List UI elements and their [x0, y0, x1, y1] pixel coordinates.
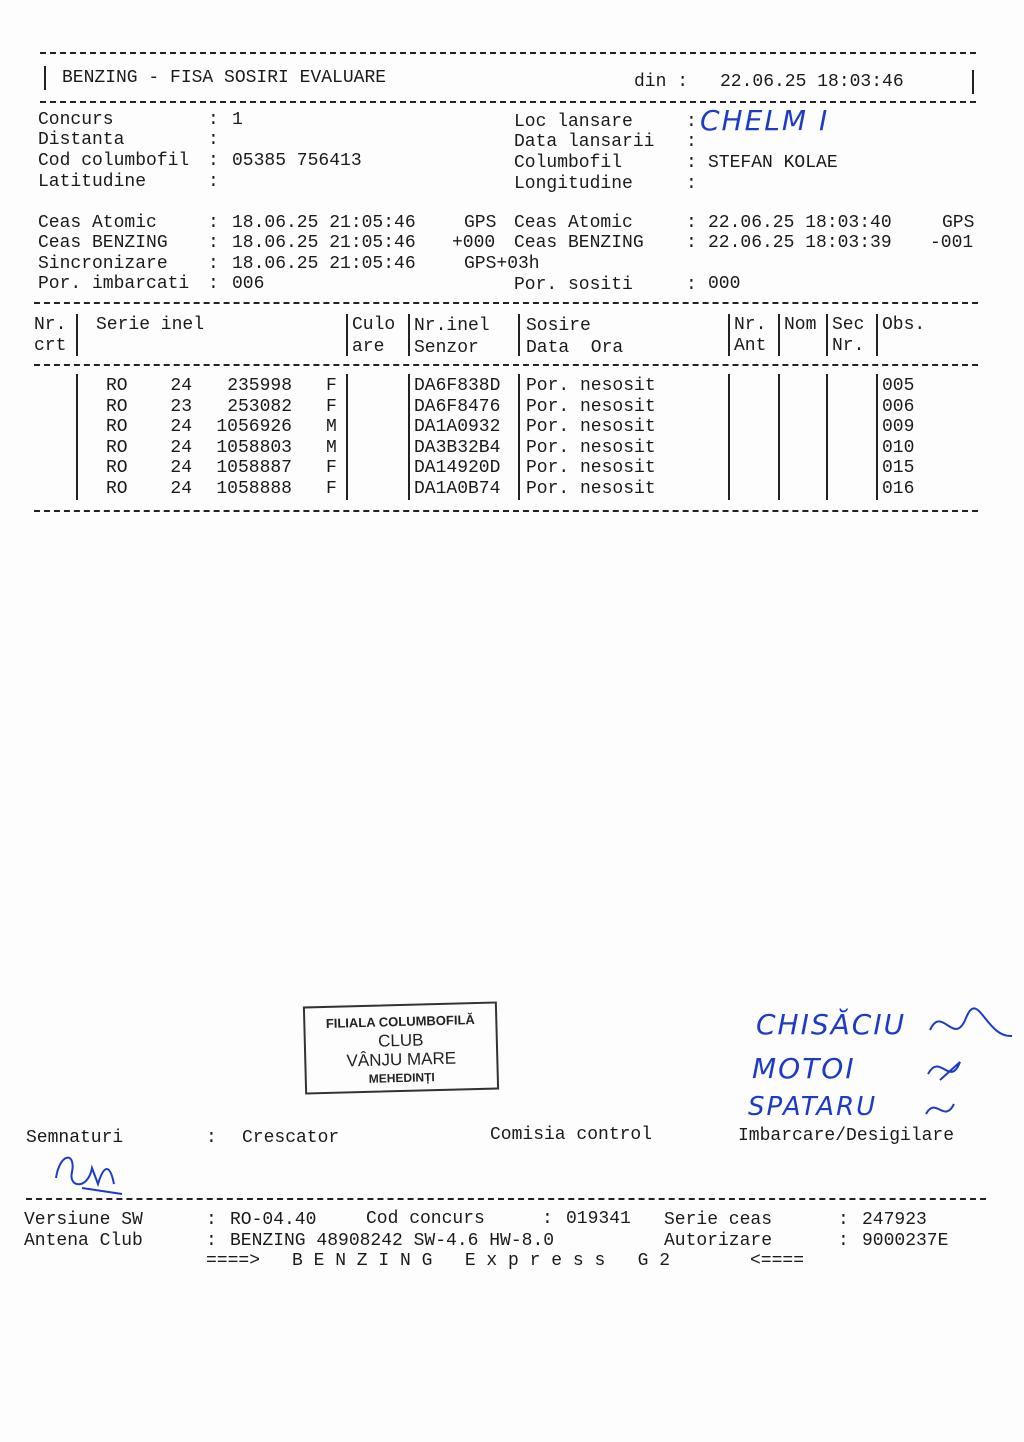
header-culoare-2: are	[352, 337, 385, 357]
divider	[346, 314, 348, 356]
cell-year: 24	[170, 376, 192, 396]
semnaturi-separator: :	[206, 1128, 217, 1148]
header-nr-ant: Nr.	[734, 315, 767, 335]
divider	[40, 101, 976, 103]
cell-sensor: DA1A0932	[414, 417, 501, 438]
header-data-ora: Data Ora	[526, 338, 624, 358]
cell-country: RO	[106, 458, 128, 479]
handwritten-name-3: SPATARU	[748, 1092, 878, 1122]
evaluation-sheet: BENZING - FISA SOSIRI EVALUARE din : 22.06.25 18:03:46 Concurs : 1 Distanta : Cod columbofil : 05385 756413 Latitudine : Loc lansare : CHELM I Data lansarii : Columbofil : STEFAN KOLAE Longitudine : Ceas Atomic : 18.06.25 21:05:46 GPS Ceas BENZING : 18.06.25 21:05:46 +000 Sincronizare : 18.06.25 21:05:46 GPS+03h Por. imbarcati : 006 Ceas Atomic : 22.06.25 18:03:40 GPS Ceas BENZING : 22.06.25 18:03:39 -001 Por. sositi : 000 Nr. crt Serie inel Culo are Nr.inel Senzor Sosire Data Ora Nr. Ant Nom Sec Nr. Obs. RO 24 235998 F DA6F838D Por. nesosit 005 RO 23 253082 F DA6F8476 Por. nesosit 006 RO 24 1056926 M DA1A0932 Por. nesosit 009 RO 24 1058803 M DA3B32B4 Por. nesosit 010 RO 24 1058887 F DA14920D Por. nesosit 015 RO 24 1058888 F DA1A0B74 Por. nesosit 016 FILIALA COLUMBOFILĂ CLUB VÂNJU MARE MEHEDINȚI CHISĂCIU MOTOI SPATARU Semnaturi : Crescator Comisia control Imbarcare/Desigilare Versiune SW : RO-04.40 Cod concurs : 019341 Serie ceas : 247923 Antena Club : BENZING 48908242 SW-4.6 HW-8.0 Autorizare : 9000237E ====> B E N Z I N G E x p r e s s G 2 <====	[0, 0, 1024, 1442]
cell-sensor: DA6F838D	[414, 376, 501, 396]
divider	[826, 314, 828, 356]
cell-ring: 235998	[227, 376, 292, 396]
cell-sosire: Por. nesosit	[526, 458, 656, 479]
divider	[778, 314, 780, 356]
cod-columbofil-label: Cod columbofil	[38, 151, 190, 171]
ceas-benzing-label: Ceas BENZING	[38, 233, 168, 253]
sincronizare-label: Sincronizare	[38, 254, 168, 274]
cell-obs: 010	[882, 437, 915, 458]
divider	[826, 374, 828, 500]
ceas-atomic-right-value: 22.06.25 18:03:40	[708, 213, 892, 233]
cell-obs: 015	[882, 458, 915, 479]
loc-lansare-label: Loc lansare	[514, 112, 633, 132]
autorizare-value: 9000237E	[862, 1231, 949, 1251]
sheet-title: BENZING - FISA SOSIRI EVALUARE	[62, 68, 387, 88]
ceas-benzing-suffix: +000	[452, 233, 496, 253]
cell-sosire: Por. nesosit	[526, 396, 656, 417]
cell-year: 23	[170, 396, 192, 417]
cell-sex: F	[326, 396, 337, 417]
longitudine-label: Longitudine	[514, 174, 633, 194]
header-culoare: Culo	[352, 315, 396, 335]
divider	[518, 374, 520, 500]
cod-concurs-value: 019341	[566, 1209, 631, 1229]
ceas-atomic-label: Ceas Atomic	[38, 213, 157, 233]
cell-country: RO	[106, 417, 128, 438]
header-nom: Nom	[784, 315, 817, 335]
por-sositi-value: 000	[708, 274, 741, 294]
header-sec-nr: Nr.	[832, 336, 865, 356]
stamp-line-3: VÂNJU MARE	[346, 1048, 457, 1071]
cell-year: 24	[170, 437, 192, 458]
cod-columbofil-value: 05385 756413	[232, 151, 362, 171]
divider	[34, 364, 978, 366]
divider	[40, 52, 976, 54]
cell-sosire: Por. nesosit	[526, 437, 656, 458]
handwritten-name-2: MOTOI	[752, 1052, 856, 1085]
serie-ceas-value: 247923	[862, 1210, 927, 1230]
cell-obs: 016	[882, 479, 915, 499]
serie-ceas-label: Serie ceas	[664, 1210, 773, 1230]
data-lansarii-label: Data lansarii	[514, 132, 655, 152]
divider	[346, 374, 348, 500]
por-sositi-label: Por. sositi	[514, 275, 633, 295]
ceas-benzing-value: 18.06.25 21:05:46	[232, 233, 416, 253]
concurs-value: 1	[232, 110, 243, 130]
sincronizare-value: 18.06.25 21:05:46	[232, 254, 416, 274]
header-senzor: Senzor	[414, 338, 479, 358]
divider	[876, 314, 878, 356]
commission-signatures-image	[920, 1000, 1020, 1130]
divider	[408, 374, 410, 500]
cell-sex: M	[326, 417, 337, 438]
cell-ring: 253082	[227, 396, 292, 417]
header-sosire: Sosire	[526, 316, 591, 336]
cell-sensor: DA3B32B4	[414, 437, 501, 458]
cell-country: RO	[106, 479, 128, 499]
divider	[876, 374, 878, 500]
por-imbarcati-label: Por. imbarcati	[38, 274, 190, 294]
din-label: din :	[634, 72, 689, 92]
cell-country: RO	[106, 396, 128, 417]
header-serie-inel: Serie inel	[96, 315, 205, 335]
ceas-atomic-value: 18.06.25 21:05:46	[232, 213, 416, 233]
din-value: 22.06.25 18:03:46	[720, 72, 904, 92]
antena-club-label: Antena Club	[24, 1231, 143, 1251]
handwritten-name-1: CHISĂCIU	[756, 1008, 907, 1041]
ceas-atomic-right-suffix: GPS	[942, 213, 975, 233]
por-imbarcati-value: 006	[232, 274, 265, 294]
divider	[34, 510, 978, 512]
banner-arrow-right: <====	[750, 1251, 805, 1271]
cell-sensor: DA6F8476	[414, 396, 501, 417]
ceas-benzing-right-suffix: -001	[930, 233, 974, 253]
cell-sosire: Por. nesosit	[526, 417, 656, 438]
cell-country: RO	[106, 437, 128, 458]
sincronizare-suffix: GPS+03h	[464, 254, 540, 274]
header-sec: Sec	[832, 315, 865, 335]
divider	[76, 314, 78, 356]
ceas-atomic-right-label: Ceas Atomic	[514, 213, 633, 233]
crescator-label: Crescator	[242, 1128, 340, 1148]
header-nr: Nr.	[34, 315, 67, 335]
cod-concurs-label: Cod concurs	[366, 1209, 485, 1229]
antena-club-value: BENZING 48908242 SW-4.6 HW-8.0	[230, 1231, 555, 1251]
cell-sex: M	[326, 437, 337, 458]
divider	[44, 66, 46, 90]
cell-year: 24	[170, 458, 192, 479]
club-stamp	[303, 1001, 499, 1094]
divider	[728, 374, 730, 500]
divider	[26, 1198, 986, 1200]
cell-obs: 009	[882, 417, 915, 438]
cell-sosire: Por. nesosit	[526, 376, 656, 396]
versiune-sw-label: Versiune SW	[24, 1210, 143, 1230]
cell-sex: F	[326, 479, 337, 499]
cell-country: RO	[106, 376, 128, 396]
stamp-line-4: MEHEDINȚI	[368, 1070, 435, 1086]
stamp-line-1: FILIALA COLUMBOFILĂ	[325, 1012, 475, 1031]
imbarcare-desigilare-label: Imbarcare/Desigilare	[738, 1126, 955, 1146]
versiune-sw-value: RO-04.40	[230, 1210, 317, 1230]
comisia-control-label: Comisia control	[490, 1125, 653, 1145]
cell-ring: 1058888	[216, 479, 292, 499]
header-obs: Obs.	[882, 315, 926, 335]
columbofil-label: Columbofil	[514, 153, 623, 173]
divider	[408, 314, 410, 356]
cell-year: 24	[170, 417, 192, 438]
cell-ring: 1058887	[216, 458, 292, 479]
cell-sensor: DA1A0B74	[414, 479, 501, 499]
concurs-label: Concurs	[38, 110, 114, 130]
header-crt: crt	[34, 336, 67, 356]
banner-text: B E N Z I N G E x p r e s s G 2	[292, 1251, 671, 1271]
handwritten-loc-lansare: CHELM I	[700, 104, 830, 137]
header-nr-inel: Nr.inel	[414, 316, 490, 336]
cell-ring: 1058803	[216, 437, 292, 458]
distanta-label: Distanta	[38, 130, 125, 150]
cell-year: 24	[170, 479, 192, 499]
cell-obs: 005	[882, 376, 915, 396]
banner-arrow-left: ====>	[206, 1251, 261, 1271]
latitudine-label: Latitudine	[38, 172, 147, 192]
stamp-line-2: CLUB	[377, 1030, 424, 1051]
divider	[728, 314, 730, 356]
ceas-atomic-suffix: GPS	[464, 213, 497, 233]
cell-obs: 006	[882, 396, 915, 417]
divider	[518, 314, 520, 356]
columbofil-value: STEFAN KOLAE	[708, 153, 838, 173]
divider	[76, 374, 78, 500]
cell-ring: 1056926	[216, 417, 292, 438]
ceas-benzing-right-value: 22.06.25 18:03:39	[708, 233, 892, 253]
divider	[778, 374, 780, 500]
cell-sosire: Por. nesosit	[526, 479, 656, 499]
cell-sex: F	[326, 458, 337, 479]
divider	[972, 70, 974, 94]
cell-sex: F	[326, 376, 337, 396]
breeder-signature-image	[48, 1144, 132, 1198]
semnaturi-label: Semnaturi	[26, 1128, 124, 1148]
header-ant: Ant	[734, 336, 767, 356]
cell-sensor: DA14920D	[414, 458, 501, 479]
divider	[34, 302, 978, 304]
ceas-benzing-right-label: Ceas BENZING	[514, 233, 644, 253]
autorizare-label: Autorizare	[664, 1231, 773, 1251]
